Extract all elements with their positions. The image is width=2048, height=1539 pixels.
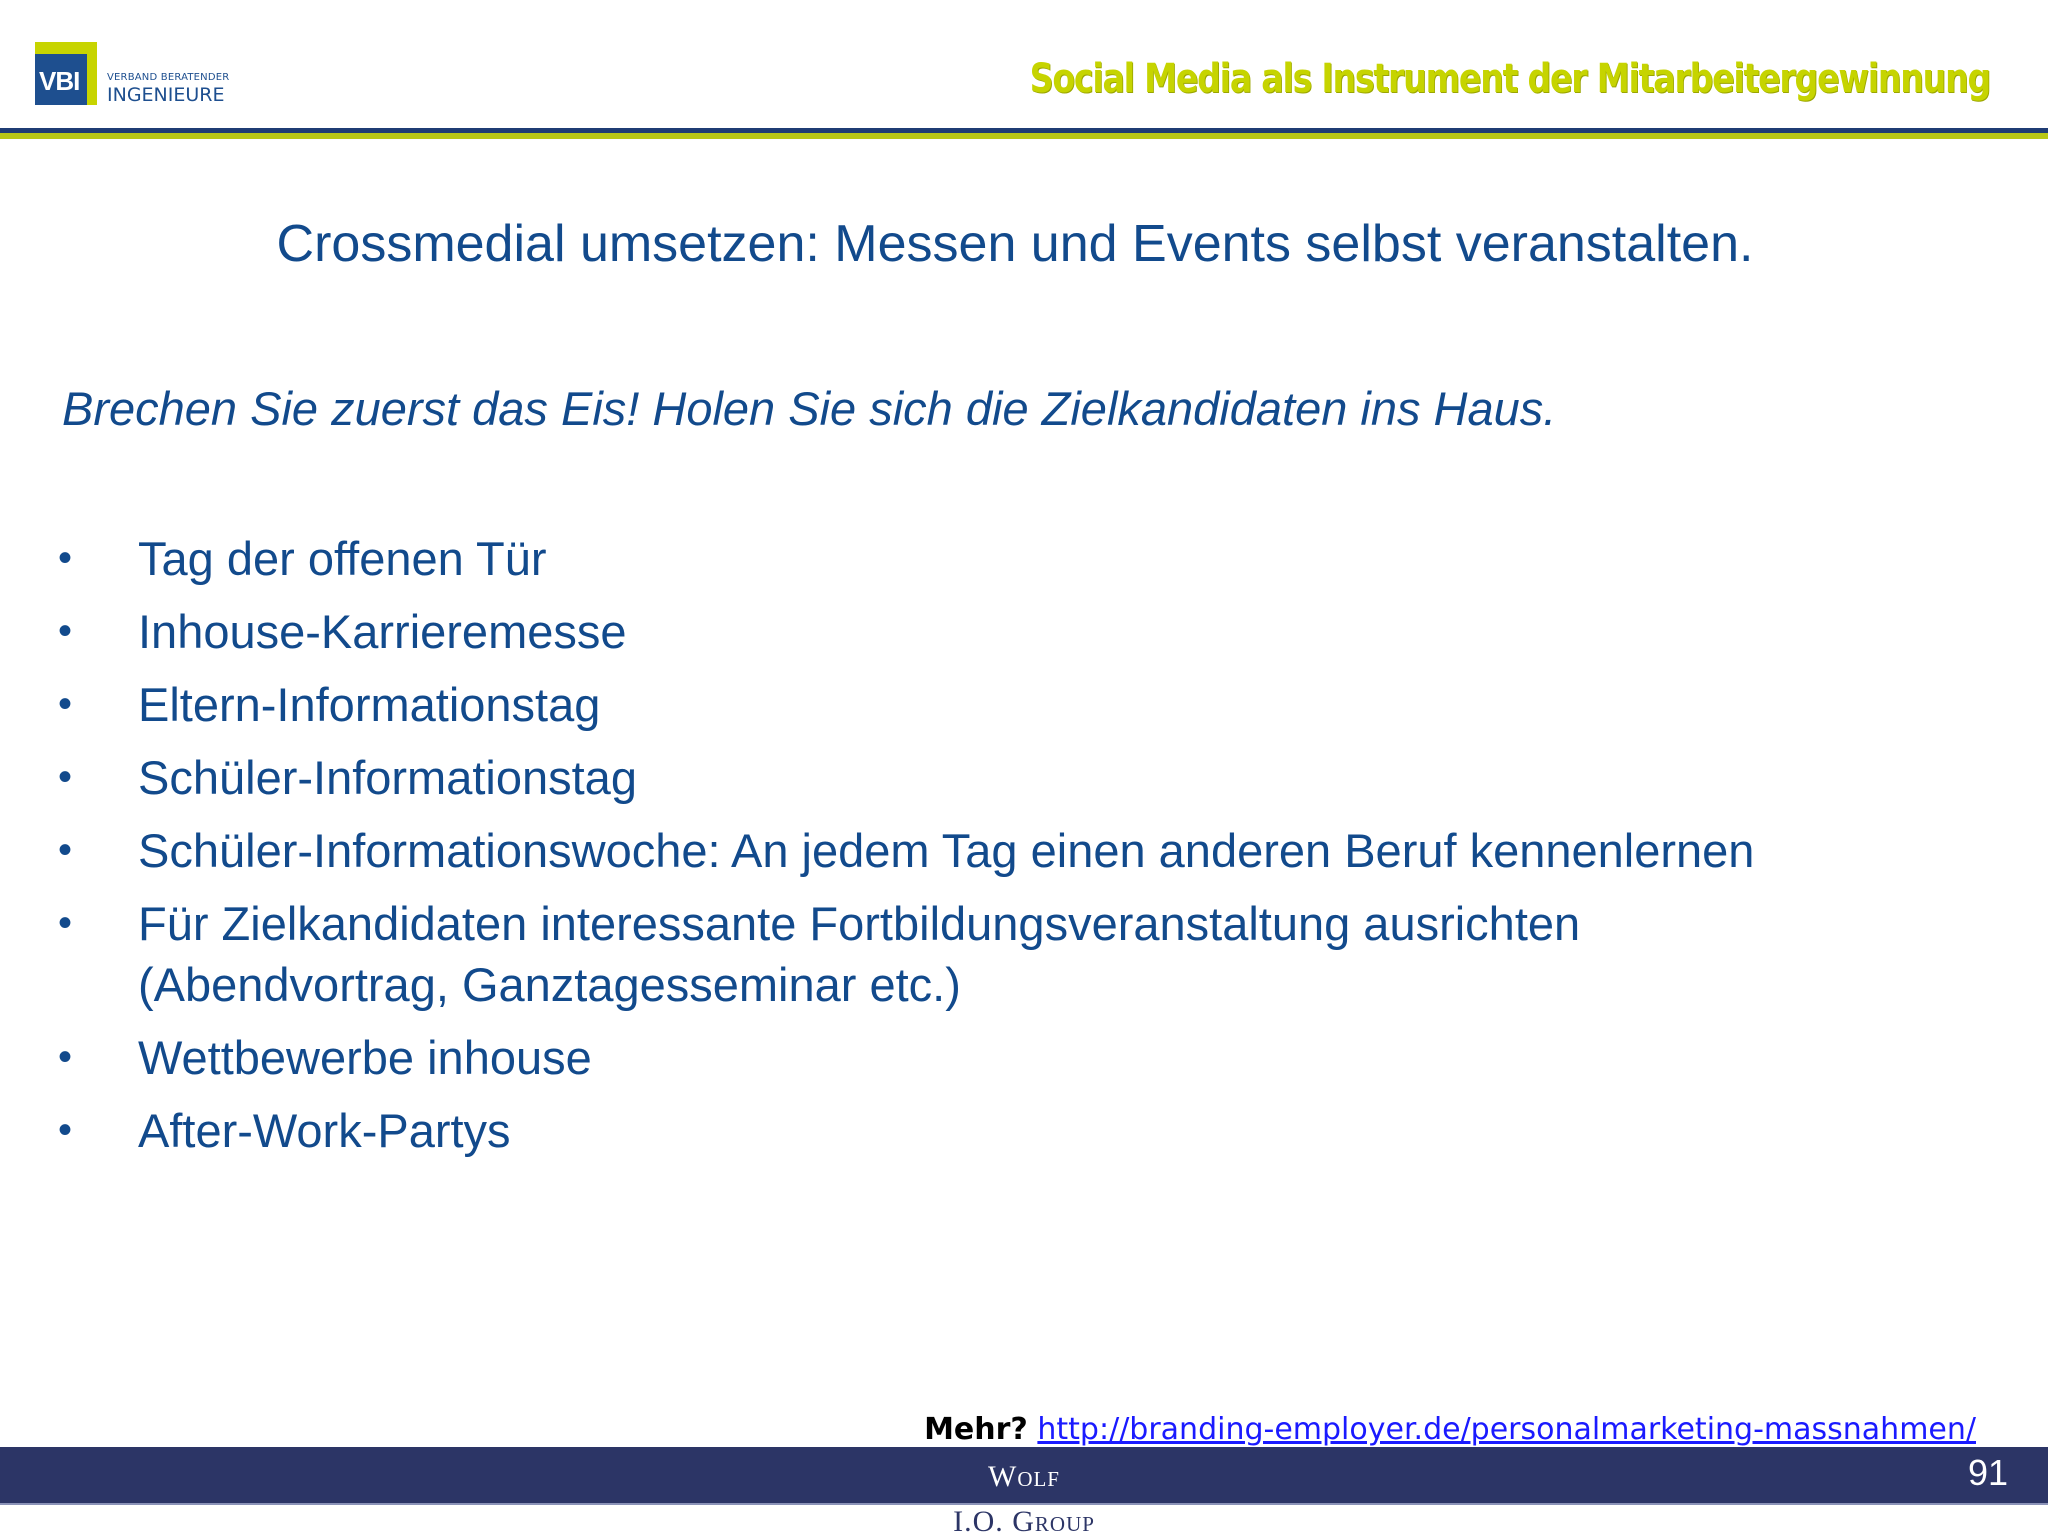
slide-title: Crossmedial umsetzen: Messen und Events selbst veranstalten. [276, 215, 1754, 273]
company-name-line2: I.O. Group [953, 1505, 1095, 1538]
list-item [58, 528, 1998, 589]
bullet-text: Eltern-Informationstag [138, 678, 601, 731]
logo-mark-text: VBI [39, 66, 80, 96]
bullet-text: Inhouse-Karrieremesse [138, 605, 627, 658]
list-item [58, 747, 1998, 808]
slide-subtitle: Brechen Sie zuerst das Eis! Holen Sie sich die Zielkandidaten ins Haus. [62, 382, 1557, 435]
bullet-icon: • [58, 536, 73, 580]
bullet-text-continuation: (Abendvortrag, Ganztagesseminar etc.) [138, 958, 961, 1011]
bullet-text: After-Work-Partys [138, 1104, 511, 1157]
bullet-text: Wettbewerbe inhouse [138, 1031, 592, 1084]
bullet-icon: • [58, 828, 73, 872]
list-item [58, 820, 1998, 881]
bullet-text: Schüler-Informationstag [138, 751, 637, 804]
page-number: 91 [1967, 1452, 2008, 1493]
more-info [924, 1412, 1976, 1447]
bullet-icon: • [58, 609, 73, 653]
bullet-text: Tag der offenen Tür [138, 532, 547, 585]
header-title: Social Media als Instrument der Mitarbeitergewinnung [1029, 56, 1990, 102]
vbi-logo-mark [35, 42, 97, 105]
list-item [58, 1100, 1998, 1161]
bullet-icon: • [58, 682, 73, 726]
bullet-list [58, 528, 1998, 1173]
header-divider-green [0, 133, 2048, 139]
more-link[interactable]: http://branding-employer.de/personalmarketing-massnahmen/ [1037, 1412, 1976, 1447]
bullet-icon: • [58, 1108, 73, 1152]
bullet-text: Für Zielkandidaten interessante Fortbildungsveranstaltung ausrichten [138, 897, 1581, 950]
list-item [58, 1027, 1998, 1088]
bullet-icon: • [58, 755, 73, 799]
list-item [58, 601, 1998, 662]
more-label: Mehr? [924, 1412, 1028, 1447]
list-item [58, 893, 1998, 1015]
logo-line2: INGENIEURE [107, 84, 225, 106]
vbi-logo [35, 42, 235, 108]
bullet-icon: • [58, 1035, 73, 1079]
list-item [58, 674, 1998, 735]
logo-line1: VERBAND BERATENDER [107, 72, 230, 83]
company-name-line1: Wolf [988, 1460, 1060, 1493]
bullet-text: Schüler-Informationswoche: An jedem Tag einen anderen Beruf kennenlernen [138, 824, 1755, 877]
bullet-icon: • [58, 901, 73, 945]
